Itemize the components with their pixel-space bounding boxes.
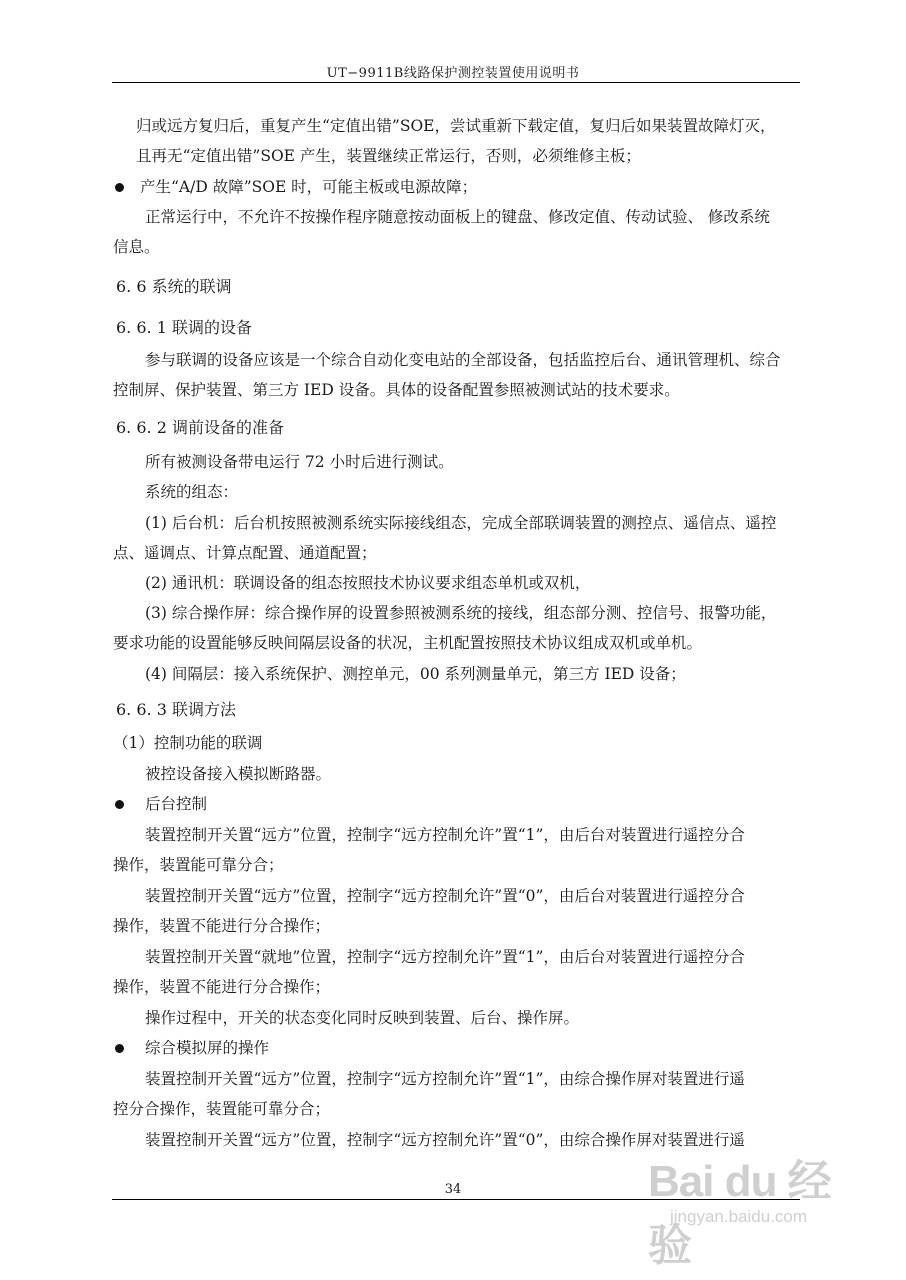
watermark-brand: Bai du 经验 bbox=[648, 1157, 831, 1270]
bullet-icon bbox=[115, 1044, 124, 1053]
bullet-item-text: 后台控制 bbox=[145, 795, 208, 813]
paragraph-line: 控制屏、保护装置、第三方 IED 设备。具体的设备配置参照被测试站的技术要求。 bbox=[113, 381, 680, 399]
paragraph-line: 装置控制开关置“远方”位置，控制字“远方控制允许”置“1”，由后台对装置进行遥控分合 bbox=[145, 826, 745, 844]
baidu-watermark bbox=[640, 1135, 850, 1270]
section-heading: 6. 6 系统的联调 bbox=[116, 277, 232, 296]
list-item-line: 要求功能的设置能够反映间隔层设备的状况，主机配置按照技术协议组成双机或单机。 bbox=[113, 634, 703, 652]
paragraph-line: 装置控制开关置“远方”位置，控制字“远方控制允许”置“0”，由后台对装置进行遥控分合 bbox=[145, 887, 745, 905]
paragraph-line: 装置控制开关置“就地”位置，控制字“远方控制允许”置“1”，由后台对装置进行遥控分合 bbox=[145, 948, 745, 966]
paragraph-line: 所有被测设备带电运行 72 小时后进行测试。 bbox=[145, 453, 454, 471]
list-item-line: (1) 后台机：后台机按照被测系统实际接线组态，完成全部联调装置的测控点、遥信点、遥控 bbox=[145, 514, 777, 532]
list-item-line: 点、遥调点、计算点配置、通道配置； bbox=[113, 544, 377, 562]
running-header: UT−9911B线路保护测控装置使用说明书 bbox=[326, 66, 580, 81]
paragraph-line: 且再无“定值出错”SOE 产生，装置继续正常运行，否则，必须维修主板； bbox=[136, 147, 641, 165]
paragraph-line: 控分合操作，装置能可靠分合； bbox=[113, 1100, 331, 1118]
subsection-heading: 6. 6. 2 调前设备的准备 bbox=[116, 418, 284, 437]
paragraph-line: 装置控制开关置“远方”位置，控制字“远方控制允许”置“0”，由综合操作屏对装置进行遥 bbox=[145, 1131, 745, 1149]
paragraph-line: 操作过程中，开关的状态变化同时反映到装置、后台、操作屏。 bbox=[145, 1009, 580, 1027]
bullet-icon bbox=[115, 800, 124, 809]
paragraph-line: 归或远方复归后，重复产生“定值出错”SOE，尝试重新下载定值，复归后如果装置故障灯灭， bbox=[136, 117, 776, 135]
paragraph-line: 操作，装置不能进行分合操作； bbox=[113, 917, 331, 935]
paragraph-line: 操作，装置能可靠分合； bbox=[113, 856, 284, 874]
bullet-icon bbox=[115, 183, 124, 192]
paragraph-line: 操作，装置不能进行分合操作； bbox=[113, 978, 331, 996]
bullet-item-text: 产生“A/D 故障”SOE 时，可能主板或电源故障； bbox=[140, 178, 478, 196]
paragraph-line: 信息。 bbox=[113, 238, 160, 256]
paragraph-line: 正常运行中，不允许不按操作程序随意按动面板上的键盘、修改定值、传动试验、 修改系统 bbox=[145, 208, 770, 226]
list-item-line: (2) 通讯机：联调设备的组态按照技术协议要求组态单机或双机， bbox=[145, 574, 591, 592]
header-rule bbox=[112, 82, 800, 83]
paragraph-line: 被控设备接入模拟断路器。 bbox=[145, 765, 332, 783]
paragraph-line: 装置控制开关置“远方”位置，控制字“远方控制允许”置“1”，由综合操作屏对装置进行遥 bbox=[145, 1070, 745, 1088]
subsection-heading: 6. 6. 1 联调的设备 bbox=[116, 318, 252, 337]
page-number: 34 bbox=[444, 1182, 462, 1197]
list-heading: （1）控制功能的联调 bbox=[113, 734, 263, 752]
paragraph-line: 参与联调的设备应该是一个综合自动化变电站的全部设备，包括监控后台、通讯管理机、综合 bbox=[145, 351, 781, 369]
list-item-line: (3) 综合操作屏：综合操作屏的设置参照被测系统的接线，组态部分测、控信号、报警功能， bbox=[145, 604, 777, 622]
list-item-line: (4) 间隔层：接入系统保护、测控单元，00 系列测量单元，第三方 IED 设备； bbox=[145, 665, 686, 683]
watermark-url: jingyan.baidu.com bbox=[670, 1207, 808, 1226]
paragraph-line: 系统的组态： bbox=[145, 483, 239, 501]
bullet-item-text: 综合模拟屏的操作 bbox=[145, 1039, 270, 1057]
subsection-heading: 6. 6. 3 联调方法 bbox=[116, 700, 236, 719]
